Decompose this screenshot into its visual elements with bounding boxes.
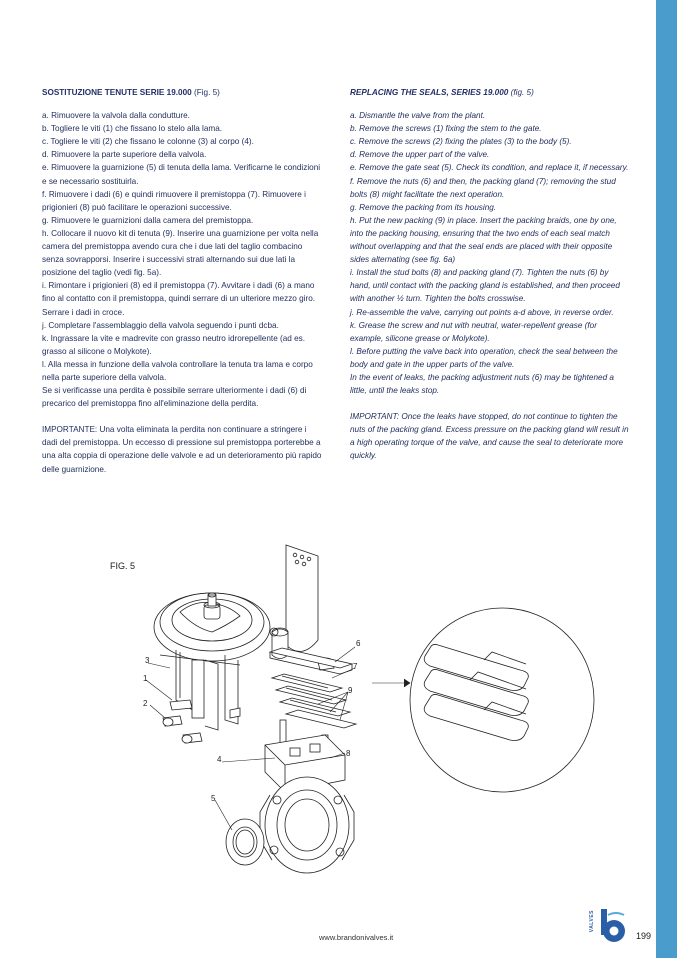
english-column [350, 86, 630, 463]
logo-wordmark: VALVES [589, 910, 595, 933]
english-step: e. Remove the gate seat (5). Check its condition, and replace it, if necessary. [350, 163, 629, 173]
callout-9: 9 [348, 686, 353, 695]
italian-step: e. Rimuovere la guarnizione (5) di tenuta della lama. Verificarne le condizioni e se necessario sostituirla. [42, 163, 321, 186]
italian-heading [42, 86, 324, 99]
packing-gland [270, 648, 356, 728]
italian-important: IMPORTANTE: Una volta eliminata la perdita non continuare a stringere i dadi del premistoppa. Un eccesso di pressione sul premistoppa porterebbe a una alta coppia di operazione delle valvole e ad un deterioramento più rapido delle guarnizione. [42, 425, 322, 474]
english-step: j. Re-assemble the valve, carrying out points a-d above, in reverse order. [350, 307, 614, 317]
english-step: l. Before putting the valve back into operation, check the seal between the body and gate in the upper parts of the valve. [350, 346, 618, 369]
italian-step: h. Collocare il nuovo kit di tenuta (9). Inserire una guarnizione per volta nella camera del premistoppa avendo cura che i due lati del taglio combacino senza sovrapporsi. Inserire i successivi strati alternando sui due lati la posizione del taglio (vedi fig. 5a). [42, 228, 319, 278]
callout-3: 3 [145, 656, 150, 665]
italian-heading-fig: (Fig. 5) [191, 88, 220, 97]
callout-5: 5 [211, 794, 216, 803]
italian-step: a. Rimuovere la valvola dalla condutture. [42, 111, 190, 121]
english-step: f. Remove the nuts (6) and then, the packing gland (7); removing the stud bolts (8) might facilitate the next operation. [350, 176, 616, 199]
english-step: d. Remove the upper part of the valve. [350, 150, 490, 160]
side-accent-bar [656, 0, 677, 958]
english-step: h. Put the new packing (9) in place. Insert the packing braids, one by one, into the packing housing, ensuring that the two ends of each seal match without overlapping and that the seal ends are placed with their opposite sides alternating (see fig. 6a) [350, 215, 617, 265]
english-important: IMPORTANT: Once the leaks have stopped, do not continue to tighten the nuts of the packing gland. Excess pressure on the packing gland will result in a high operating torque of the valve, and cause the seal to deteriorate more quickly. [350, 412, 629, 461]
italian-step: g. Rimuovere le guarnizioni dalla camera del premistoppa. [42, 215, 254, 225]
italian-step: j. Completare l'assemblaggio della valvola seguendo i punti dcba. [42, 320, 279, 330]
callout-8: 8 [346, 749, 351, 758]
english-step: In the event of leaks, the packing adjustment nuts (6) may be tightened a little, until the leaks stop. [350, 372, 614, 396]
italian-heading-text: SOSTITUZIONE TENUTE SERIE 19.000 [42, 88, 192, 97]
italian-step: i. Rimontare i prigionieri (8) ed il premistoppa (7). Avvitare i dadi (6) a mano fino al contatto con il premistoppa, quindi serrare di un ulteriore mezzo giro. Serrare i dadi in croce. [42, 281, 316, 317]
figure-label: FIG. 5 [110, 561, 136, 571]
english-step: a. Dismantle the valve from the plant. [350, 111, 486, 121]
english-heading [350, 86, 630, 99]
callout-4: 4 [217, 755, 222, 764]
callout-6: 6 [356, 639, 361, 648]
callout-7: 7 [353, 662, 358, 671]
english-step: g. Remove the packing from its housing. [350, 202, 497, 212]
footer-url: www.brandonivalves.it [319, 933, 394, 942]
english-heading-fig: (fig. 5) [508, 88, 534, 97]
english-heading-text: REPLACING THE SEALS, SERIES 19.000 [350, 88, 509, 97]
english-step: c. Remove the screws (2) fixing the plates (3) to the body (5). [350, 137, 572, 147]
italian-step: f. Rimuovere i dadi (6) e quindi rimuovere il premistoppa (7). Rimuovere i prigionieri (8) può facilitare le operazioni successive. [42, 189, 306, 212]
packing-detail [410, 608, 594, 792]
english-step: i. Install the stud bolts (8) and packing gland (7). Tighten the nuts (6) by hand, until contact with the packing gland is established, and then proceed with another ½ turn. Tighten the bolts crosswise. [350, 268, 620, 304]
brandoni-logo-icon [598, 907, 628, 943]
italian-step: b. Togliere le viti (1) che fissano lo stelo alla lama. [42, 124, 223, 134]
english-step: b. Remove the screws (1) fixing the stem to the gate. [350, 124, 542, 134]
gate-seat [226, 819, 264, 865]
italian-step: Se si verificasse una perdita è possibile serrare ulteriormente i dadi (6) di precarico del premistoppa fino all'eliminazione della perdita. [42, 386, 307, 409]
valve-exploded-drawing [0, 530, 650, 880]
gate-blade [272, 545, 318, 659]
italian-column [42, 86, 324, 476]
english-step: k. Grease the screw and nut with neutral, water-repellent grease (for example, silicone grease or Molykote). [350, 320, 597, 343]
italian-step: d. Rimuovere la parte superiore della valvola. [42, 150, 207, 160]
valve-body [260, 735, 354, 873]
italian-step: k. Ingrassare la vite e madrevite con grasso neutro idrorepellente (ad es. grasso al silicone o Molykote). [42, 333, 306, 356]
handwheel [154, 593, 278, 661]
italian-step: l. Alla messa in funzione della valvola controllare la tenuta tra lama e corpo nella parte superiore della valvola. [42, 359, 313, 382]
callout-2: 2 [143, 699, 148, 708]
italian-step: c. Togliere le viti (2) che fissano le colonne (3) al corpo (4). [42, 137, 254, 147]
callout-1: 1 [143, 674, 148, 683]
page-number: 199 [636, 931, 652, 941]
